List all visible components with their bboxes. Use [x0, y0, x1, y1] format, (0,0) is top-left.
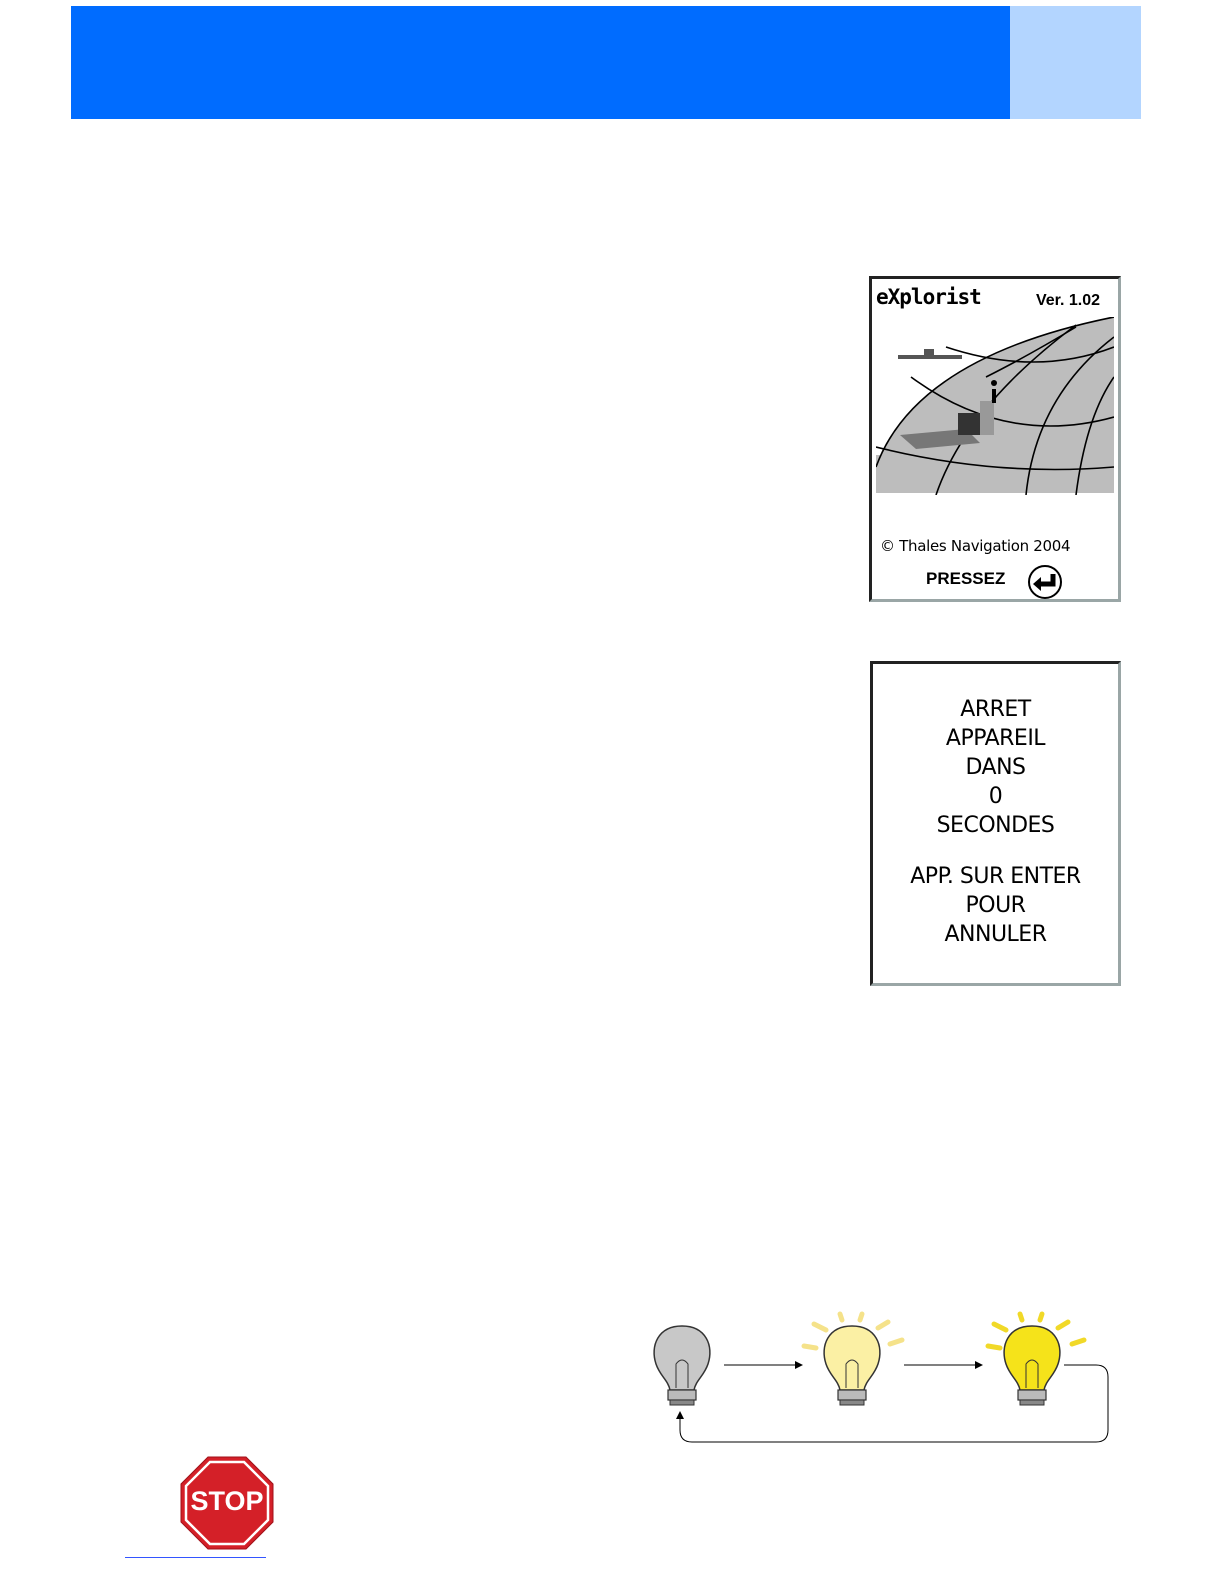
poweroff-countdown: 0 [988, 784, 1003, 809]
splash-version: Ver. 1.02 [1035, 292, 1100, 309]
enter-key-icon [1027, 564, 1063, 600]
footer-rule [125, 1557, 266, 1558]
poweroff-line: APPAREIL [945, 726, 1046, 751]
cancel-line: APP. SUR ENTER [910, 864, 1081, 889]
splash-copyright: © Thales Navigation 2004 [880, 537, 1071, 555]
poweroff-line: DANS [965, 755, 1026, 780]
poweroff-screen [870, 661, 1121, 986]
header-tab [1010, 6, 1141, 119]
stop-sign-icon [180, 1456, 274, 1550]
poweroff-line: ARRET [960, 697, 1031, 722]
stop-sign-text: STOP [190, 1486, 264, 1516]
splash-title: eXplorist [876, 285, 981, 309]
globe-illustration [876, 317, 1114, 495]
light-bulb-dim-icon [804, 1314, 902, 1405]
splash-press-label: PRESSEZ [926, 569, 1006, 588]
splash-screen [869, 276, 1121, 602]
light-bulb-bright-icon [988, 1314, 1084, 1405]
poweroff-line: SECONDES [936, 813, 1055, 838]
cancel-line: POUR [965, 893, 1026, 918]
light-bulb-off-icon [654, 1326, 710, 1405]
backlight-cycle-diagram [640, 1308, 1120, 1448]
header-bar [71, 6, 1010, 119]
cancel-line: ANNULER [944, 922, 1047, 947]
